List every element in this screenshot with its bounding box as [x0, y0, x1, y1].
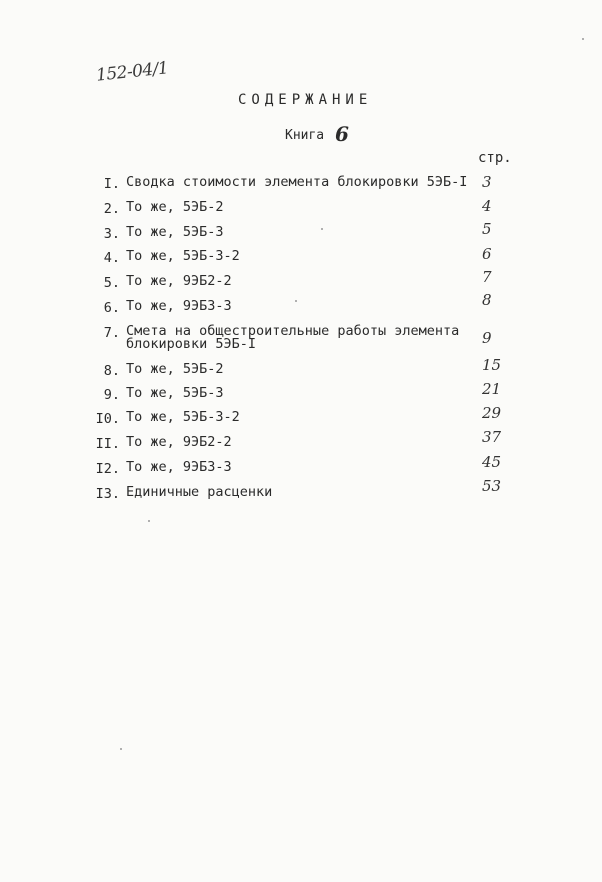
entry-page: 45 — [482, 453, 502, 471]
entry-page: 4 — [482, 197, 492, 215]
entry-text: То же, 9ЭБ2-2 — [126, 434, 232, 450]
entry-text: То же, 9ЭБ3-3 — [126, 459, 232, 475]
entry-number: 3. — [103, 226, 120, 242]
entry-number: I3. — [95, 486, 120, 502]
entry-page: 5 — [482, 220, 492, 238]
entry-page: 6 — [482, 245, 492, 263]
entry-number: 7. — [103, 325, 120, 341]
entry-text: То же, 5ЭБ-3-2 — [126, 248, 240, 264]
entry-number: 5. — [103, 275, 120, 291]
scan-speck — [120, 748, 122, 750]
entry-number: 2. — [103, 201, 120, 217]
entry-number: 4. — [103, 250, 120, 266]
entry-page: 29 — [482, 404, 502, 422]
entry-page: 53 — [482, 477, 502, 495]
entry-text: То же, 5ЭБ-3-2 — [126, 409, 240, 425]
scan-speck — [321, 228, 323, 230]
entry-number: 8. — [103, 363, 120, 379]
book-label — [285, 120, 349, 144]
book-label-text: Книга — [285, 128, 325, 143]
entry-page: 15 — [482, 356, 502, 374]
scan-speck — [148, 520, 150, 522]
entry-text: Единичные расценки — [126, 484, 273, 500]
entry-text: То же, 5ЭБ-3 — [126, 224, 224, 240]
entry-page: 21 — [482, 380, 502, 398]
entry-page: 37 — [482, 428, 502, 446]
handwritten-code: 152-04/1 — [95, 58, 170, 86]
entry-page: 9 — [482, 329, 492, 347]
entry-number: I0. — [95, 411, 120, 427]
book-number: 6 — [334, 122, 349, 146]
page-title: СОДЕРЖАНИЕ — [238, 92, 373, 108]
entry-page: 7 — [482, 268, 492, 286]
scan-speck — [295, 300, 297, 302]
entry-text: То же, 5ЭБ-2 — [126, 361, 224, 377]
entry-text: Сводка стоимости элемента блокировки 5ЭБ-I — [126, 174, 468, 190]
entry-number: 9. — [103, 387, 120, 403]
entry-text: Смета на общестроительные работы элемента блокировки 5ЭБ-I — [126, 323, 460, 352]
entry-text: То же, 9ЭБ3-3 — [126, 298, 232, 314]
entry-number: I. — [103, 176, 120, 192]
entry-number: II. — [95, 436, 120, 452]
scan-speck — [582, 38, 584, 40]
entry-page: 8 — [482, 291, 492, 309]
entry-text: То же, 5ЭБ-3 — [126, 385, 224, 401]
entry-text: То же, 5ЭБ-2 — [126, 199, 224, 215]
entry-page: 3 — [482, 173, 492, 191]
entry-number: 6. — [103, 300, 120, 316]
page-column-header: стр. — [478, 150, 512, 166]
entry-text: То же, 9ЭБ2-2 — [126, 273, 232, 289]
entry-number: I2. — [95, 461, 120, 477]
